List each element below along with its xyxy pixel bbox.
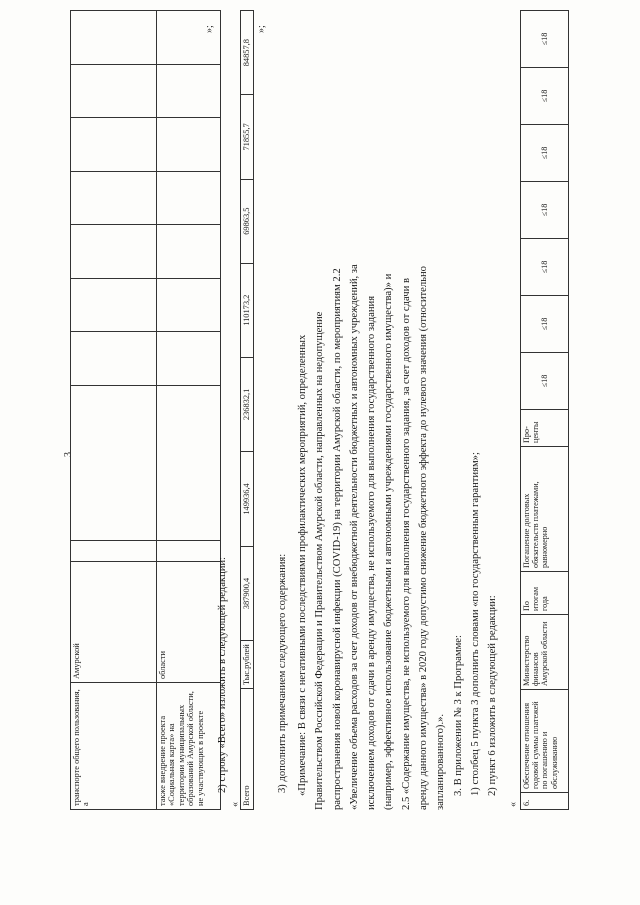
total-value: 149936,4 xyxy=(241,452,254,547)
page-number: 3 xyxy=(63,452,74,457)
table-row xyxy=(157,11,221,810)
note-line: 2.5 «Содержание имущества, не используемого для выполнения государственного задания, за счет доходов от сдачи в xyxy=(400,278,412,810)
note-line: аренду данного имущества» в 2020 году допустимо снижение бюджетного эффекта до нулевого значения (относительно xyxy=(418,266,430,810)
total-row-table xyxy=(240,10,254,810)
empty-cell xyxy=(71,332,157,386)
empty-cell xyxy=(157,225,221,279)
total-value: 387900,4 xyxy=(241,546,254,641)
table-row xyxy=(521,11,569,810)
empty-cell xyxy=(71,386,157,541)
row-value: ≤18 xyxy=(521,239,569,296)
measures-table-continuation xyxy=(70,10,221,810)
row-value: ≤18 xyxy=(521,353,569,410)
total-unit: Тыс.рублей xyxy=(241,641,254,689)
table-row xyxy=(71,11,157,810)
closing-quote: »; xyxy=(256,25,267,33)
row-term: По итогам года xyxy=(521,572,569,615)
row-number: 6. xyxy=(521,793,569,810)
empty-cell xyxy=(157,386,221,541)
row-value: ≤18 xyxy=(521,68,569,125)
empty-cell xyxy=(157,541,221,562)
row-name: Обеспечение отношения годовой суммы платежей по погашению и обслуживанию xyxy=(521,690,569,793)
note-line: Правительством Российской Федерации и Правительством Амурской области, направленных на недопущение xyxy=(314,311,326,810)
empty-cell xyxy=(157,64,221,118)
measure-name-cell: транспорте общего пользования, а xyxy=(71,683,157,810)
note-line: 2) пункт 6 изложить в следующей редакции: xyxy=(487,595,499,796)
row-unit: Про-центы xyxy=(521,410,569,447)
table-row xyxy=(241,11,254,810)
note-paragraph xyxy=(294,62,502,810)
note-line: «Примечание: В связи с негативными последствиями профилактических мероприятий, определенных xyxy=(297,334,308,796)
executor-cell: области xyxy=(157,562,221,683)
empty-cell xyxy=(157,278,221,332)
empty-cell xyxy=(71,225,157,279)
total-value: 84857,8 xyxy=(241,11,254,95)
closing-quote: »; xyxy=(204,25,215,33)
empty-cell xyxy=(157,118,221,172)
total-value: 69863,5 xyxy=(241,179,254,263)
row-result: Погашение долговых обязательств платежами, равномерно xyxy=(521,447,569,572)
row-value: ≤18 xyxy=(521,11,569,68)
note-line: исключением доходов от сдачи в аренду имущества, не используемого для выполнения государственного задания xyxy=(366,295,378,810)
note-line: 1) столбец 5 пункта 3 дополнить словами «по государственным гарантиям»; xyxy=(469,452,481,796)
empty-cell xyxy=(71,278,157,332)
note-line: «Увеличение объема расходов за счет доходов от внебюджетной деятельности бюджетных и автономных учреждений, за xyxy=(348,264,360,810)
empty-cell xyxy=(157,332,221,386)
total-label: Всего xyxy=(241,689,254,810)
open-quote: « xyxy=(508,802,519,807)
row-value: ≤18 xyxy=(521,125,569,182)
total-value: 71855,7 xyxy=(241,95,254,179)
appendix-3-row-6 xyxy=(520,10,569,810)
row-value: ≤18 xyxy=(521,182,569,239)
note-line: 3. В приложении № 3 к Программе: xyxy=(452,635,464,796)
note-line: распространения новой коронавирусной инфекции (COVID-19) на территории Амурской области, по мероприятиям 2.2 xyxy=(331,268,343,810)
total-value: 110173,2 xyxy=(241,263,254,357)
empty-cell xyxy=(71,171,157,225)
measure-name-cell: также внедрение проекта «Социальная карта» на территории муниципальных образований Амурской области, не участвующих в проекте xyxy=(157,683,221,810)
note-line: (например, эффективное использование бюджетными и автономными учреждениями государственного имущества)» и xyxy=(383,273,395,810)
row-value: ≤18 xyxy=(521,296,569,353)
note-line: запланированного).». xyxy=(435,713,447,810)
empty-cell xyxy=(157,171,221,225)
executor-cell: Амурской xyxy=(71,562,157,683)
empty-cell xyxy=(157,11,221,65)
row-executor: Министерство финансов Амурской области xyxy=(521,615,569,690)
item-2-text: 2) строку «Всего» изложить в следующей редакции: xyxy=(217,557,228,793)
empty-cell xyxy=(71,11,157,65)
item-3-text: 3) дополнить примечанием следующего содержания: xyxy=(277,553,288,793)
total-value: 236832,1 xyxy=(241,357,254,452)
open-quote: « xyxy=(230,802,241,807)
empty-cell xyxy=(71,118,157,172)
empty-cell xyxy=(71,64,157,118)
empty-cell xyxy=(71,541,157,562)
